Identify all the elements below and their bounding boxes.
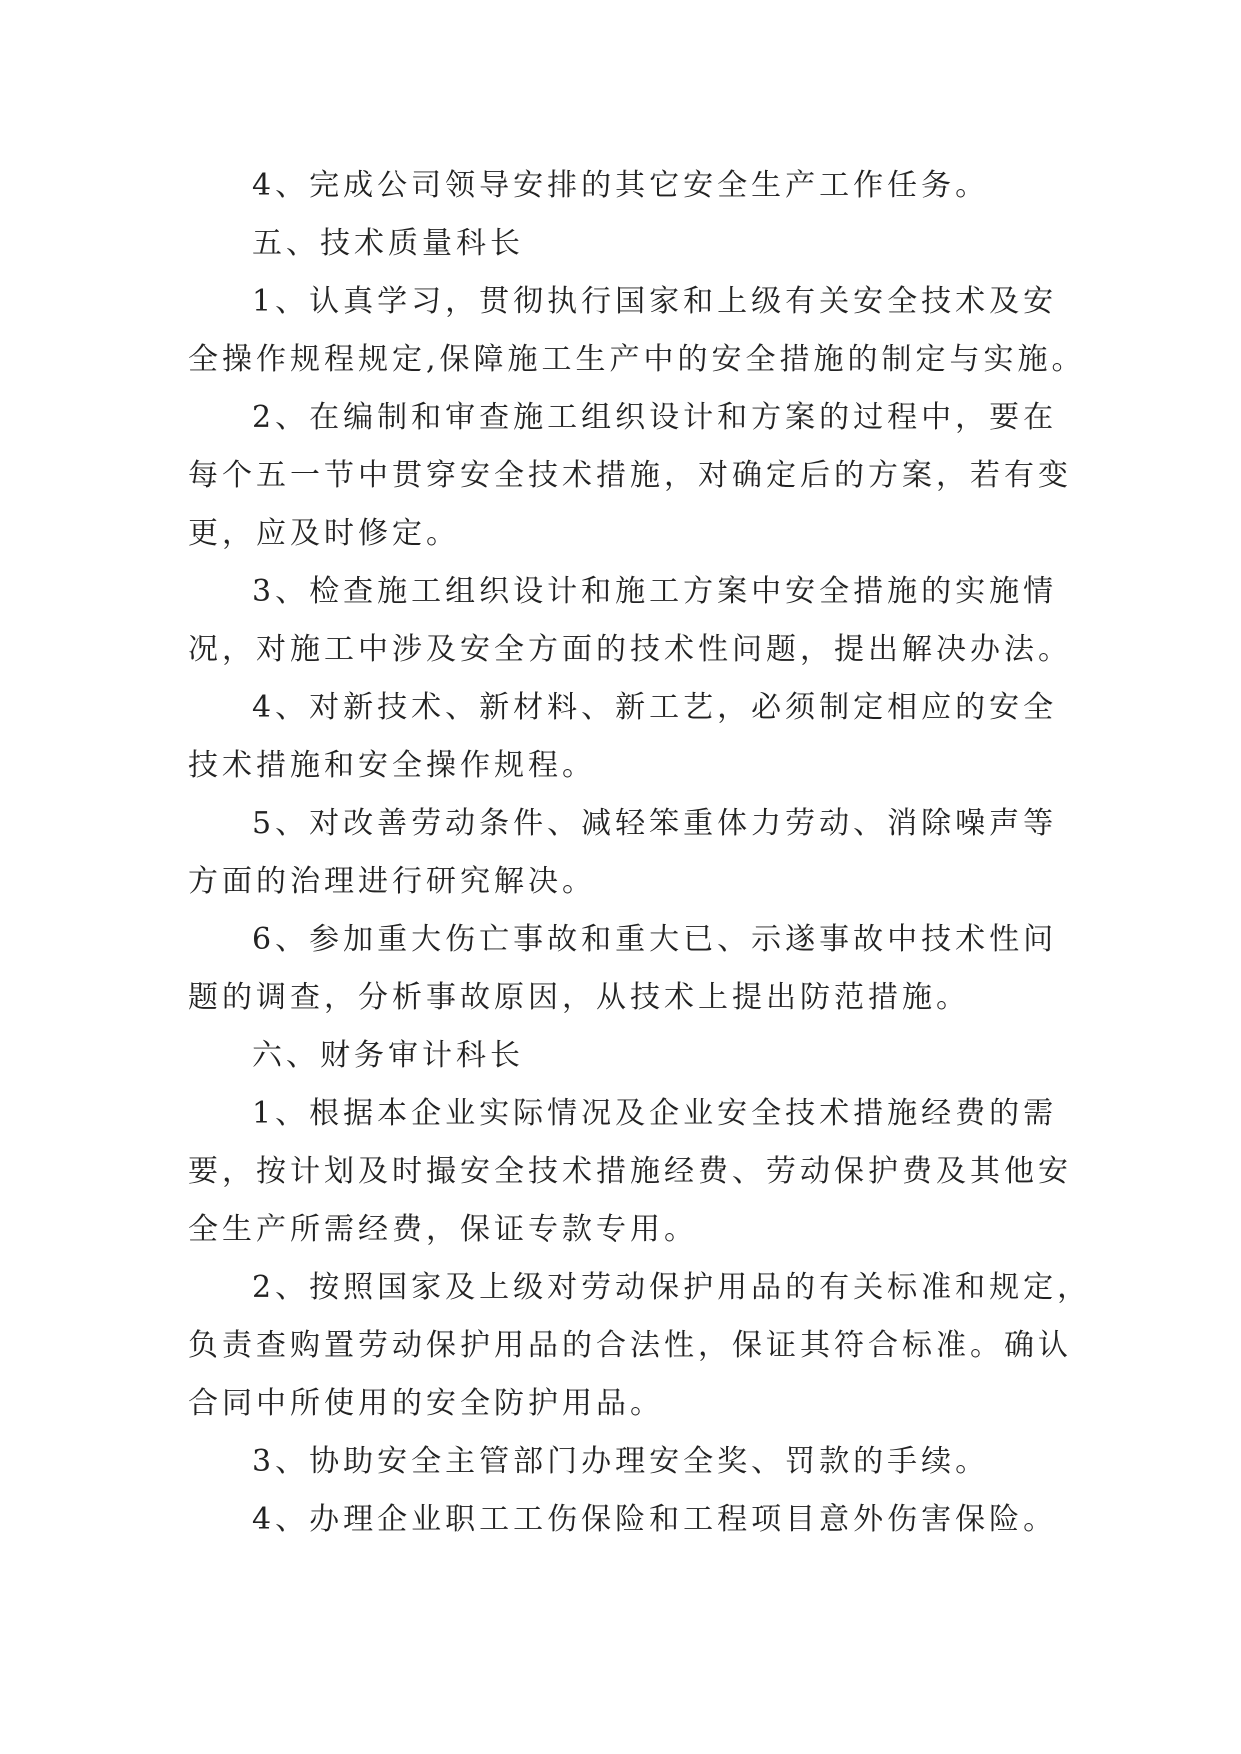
text-line: 更，应及时修定。: [188, 516, 460, 551]
text-line: 全操作规程规定,保障施工生产中的安全措施的制定与实施。: [188, 342, 1086, 377]
text-line: 3、协助安全主管部门办理安全奖、罚款的手续。: [252, 1444, 990, 1479]
text-line: 每个五一节中贯穿安全技术措施，对确定后的方案，若有变: [188, 458, 1072, 493]
text-line: 负责查购置劳动保护用品的合法性，保证其符合标准。确认: [188, 1328, 1072, 1363]
text-line: 技术措施和安全操作规程。: [188, 748, 596, 783]
text-line: 合同中所使用的安全防护用品。: [188, 1386, 664, 1421]
text-line: 1、根据本企业实际情况及企业安全技术措施经费的需: [252, 1096, 1058, 1131]
document-body: [188, 157, 1092, 1549]
text-line: 2、按照国家及上级对劳动保护用品的有关标准和规定，: [252, 1270, 1092, 1305]
text-line: 要，按计划及时撮安全技术措施经费、劳动保护费及其他安: [188, 1154, 1072, 1189]
section-heading: 六、财务审计科长: [252, 1038, 524, 1073]
section-heading: 五、技术质量科长: [252, 226, 524, 261]
text-line: 3、检查施工组织设计和施工方案中安全措施的实施情: [252, 574, 1058, 609]
text-line: 4、完成公司领导安排的其它安全生产工作任务。: [252, 168, 990, 203]
text-line: 方面的治理进行研究解决。: [188, 864, 596, 899]
text-line: 5、对改善劳动条件、减轻笨重体力劳动、消除噪声等: [252, 806, 1058, 841]
text-line: 4、对新技术、新材料、新工艺，必须制定相应的安全: [252, 690, 1058, 725]
text-line: 1、认真学习，贯彻执行国家和上级有关安全技术及安: [252, 284, 1058, 319]
text-line: 4、办理企业职工工伤保险和工程项目意外伤害保险。: [252, 1502, 1058, 1537]
text-line: 6、参加重大伤亡事故和重大已、示遂事故中技术性问: [252, 922, 1058, 957]
text-line: 2、在编制和审查施工组织设计和方案的过程中，要在: [252, 400, 1058, 435]
text-line: 题的调查，分析事故原因，从技术上提出防范措施。: [188, 980, 970, 1015]
text-line: 况，对施工中涉及安全方面的技术性问题，提出解决办法。: [188, 632, 1072, 667]
text-line: 全生产所需经费，保证专款专用。: [188, 1212, 698, 1247]
